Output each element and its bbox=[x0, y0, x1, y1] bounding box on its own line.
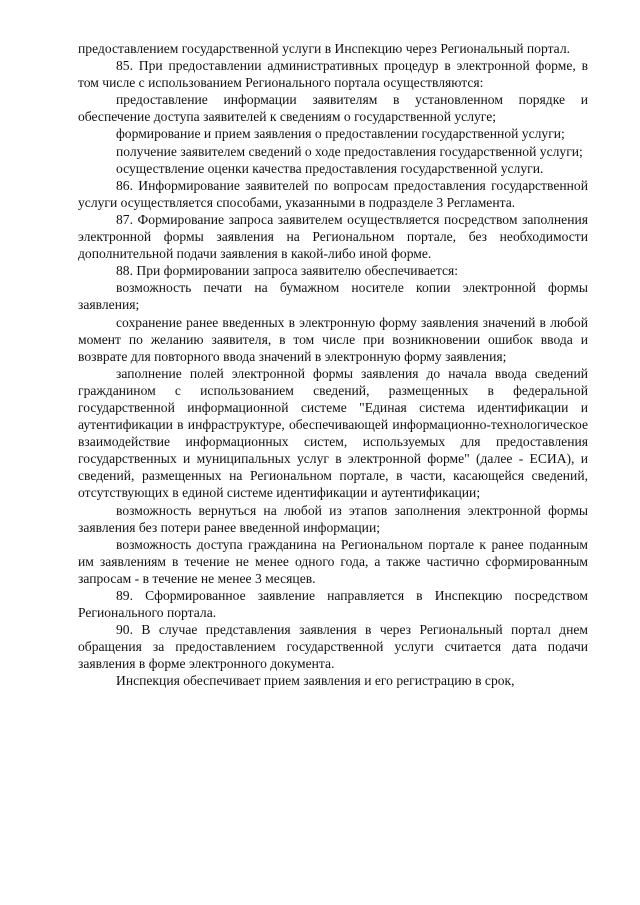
paragraph-continuation: предоставлением государственной услуги в Инспекцию через Региональный портал. bbox=[78, 41, 571, 56]
list-item-submission: формирование и прием заявления о предоставлении государственной услуги; bbox=[116, 126, 565, 142]
paragraph-86: 86. Информирование заявителей по вопросам предоставления государственной услуги осуществляется способами, указанными в подразделе 3 Регламента. bbox=[78, 177, 588, 210]
list-item-autofill: заполнение полей электронной формы заявления до начала ввода сведений гражданином с использованием сведений, размещенных в федеральной государственной информационной системе "Единая система идентификации и аутентификации в инфраструктуре, обеспечивающей информационно-технологическое взаимодействие информационных систем, используемых для предоставления государственных и муниципальных услуг в электронной форме" (далее - ЕСИА), и сведений, размещенных на Региональном портале, в части, касающейся сведений, отсутствующих в единой системе идентификации и аутентификации; bbox=[78, 365, 588, 501]
list-item-quality: осуществление оценки качества предоставления государственной услуги. bbox=[116, 160, 544, 176]
list-item-print: возможность печати на бумажном носителе копии электронной формы заявления; bbox=[78, 280, 588, 313]
list-item-access: возможность доступа гражданина на Региональном портале к ранее поданным им заявлениям в течение не менее одного года, а также частично сформированным запросам - в течение не менее 3 месяцев. bbox=[78, 536, 588, 586]
paragraph-inspection: Инспекция обеспечивает прием заявления и его регистрацию в срок, bbox=[116, 673, 515, 689]
paragraph-88: 88. При формировании запроса заявителю обеспечивается: bbox=[116, 263, 459, 279]
paragraph-90: 90. В случае представления заявления в через Региональный портал днем обращения за предоставлением государственной услуги считается дата подачи заявления в форме электронного документа. bbox=[78, 622, 588, 672]
list-item-save: сохранение ранее введенных в электронную форму заявления значений в любой момент по желанию заявителя, в том числе при возникновении ошибок ввода и возврате для повторного ввода значений в электронную форму заявления; bbox=[78, 314, 588, 364]
paragraph-89: 89. Сформированное заявление направляется в Инспекцию посредством Регионального портала. bbox=[78, 588, 588, 621]
list-item-status: получение заявителем сведений о ходе предоставления государственной услуги; bbox=[116, 143, 583, 159]
paragraph-85: 85. При предоставлении административных процедур в электронной форме, в том числе с использованием Регионального портала осуществляются: bbox=[78, 58, 588, 91]
list-item-info: предоставление информации заявителям в установленном порядке и обеспечение доступа заявителей к сведениям о государственной услуге; bbox=[78, 92, 588, 125]
document-page bbox=[78, 40, 588, 690]
list-item-return: возможность вернуться на любой из этапов заполнения электронной формы заявления без потери ранее введенной информации; bbox=[78, 502, 588, 535]
paragraph-87: 87. Формирование запроса заявителем осуществляется посредством заполнения электронной формы заявления на Региональном портале, без необходимости дополнительной подачи заявления в какой-либо иной форме. bbox=[78, 211, 588, 262]
